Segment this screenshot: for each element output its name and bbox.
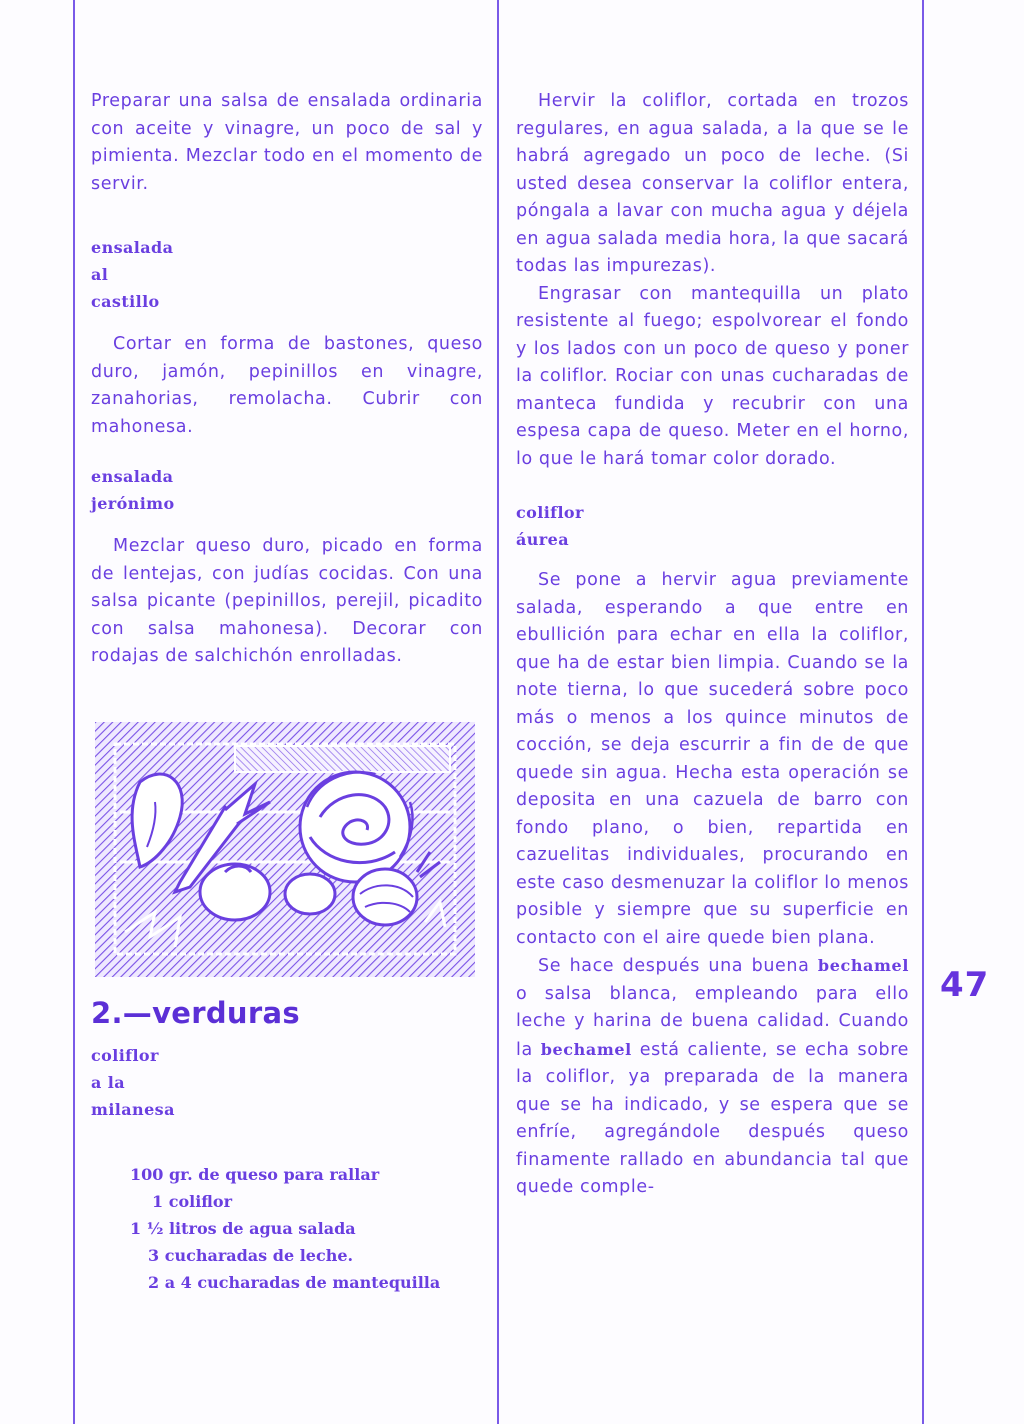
bechamel-term: bechamel [817, 956, 910, 975]
vegetables-illustration [95, 722, 475, 977]
ingredient-item: 100 gr. de queso para rallar [130, 1165, 380, 1184]
page-number: 47 [940, 965, 990, 1005]
vegetables-icon [95, 722, 475, 977]
recipe-heading-line: milanesa [91, 1099, 175, 1119]
recipe-heading-line: a la [91, 1072, 125, 1092]
right-margin-rule [922, 0, 924, 1424]
left-column [91, 88, 483, 671]
ingredients-list [130, 1161, 490, 1296]
ingredient-item: 3 cucharadas de leche. [148, 1246, 354, 1265]
ingredient-item: 1 ½ litros de agua salada [130, 1219, 356, 1238]
recipe-body: Mezclar queso duro, picado en forma de lentejas, con judías cocidas. Con una salsa picante (pepinillos, perejil, picadito con salsa mahonesa). Decorar con rodajas de salchichón enrolladas. [91, 536, 483, 666]
recipe-heading-line: ensalada [91, 467, 174, 486]
verduras-section [91, 996, 491, 1123]
ingredient-item: 2 a 4 cucharadas de mantequilla [148, 1273, 441, 1292]
recipe-body [516, 952, 909, 1202]
section-title: 2.—verduras [91, 996, 300, 1030]
recipe-body: Engrasar con mantequilla un plato resistente al fuego; espolvorear el fondo y los lados con un poco de queso y poner la coliflor. Rociar con unas cucharadas de manteca fundida y recubrir con una espesa capa de queso. Meter en el horno, lo que le hará tomar color dorado. [516, 283, 909, 469]
recipe-body: Se pone a hervir agua previamente salada, esperando a que entre en ebullición para echar en ella la coliflor, que ha de estar bien limpia. Cuando se la note tierna, lo que sucederá sobre poco más o menos a los quince minutos de cocción, se deja escurrir a fin de de que quede sin agua. Hecha esta operación se deposita en una cazuela de barro con fondo plano, o bien, repartida en cazuelitas individuales, procurando en este caso desmenuzar la coliflor lo menos posible y siempre que su superficie en contacto con el aire quede bien plana. [516, 570, 909, 948]
recipe-heading-line: ensalada [91, 238, 174, 257]
recipe-heading-line: coliflor [516, 503, 584, 522]
recipe-heading-line: coliflor [91, 1045, 159, 1065]
recipe-body: Cortar en forma de bastones, queso duro, jamón, pepinillos en vinagre, zanahorias, remolacha. Cubrir con mahonesa. [91, 334, 483, 437]
text-run: Se hace después una buena [538, 956, 810, 976]
ingredient-item: 1 coliflor [152, 1192, 233, 1211]
text-run: está caliente, se echa sobre la coliflor, ya preparada de la manera que se ha indicado, y se espera que se enfríe, agregándole después queso finamente rallado en abundancia tal que quede comple- [516, 1039, 909, 1197]
center-column-rule [497, 0, 499, 1424]
bechamel-term: bechamel [540, 1039, 632, 1059]
text-run: o salsa blanca, empleando para ello leche y harina de buena calidad. Cuando la [516, 983, 909, 1060]
recipe-heading-line: al [91, 265, 109, 284]
left-margin-rule [73, 0, 75, 1424]
recipe-heading-line: áurea [516, 530, 569, 549]
recipe-heading-line: castillo [91, 292, 160, 311]
recipe-heading-line: jerónimo [91, 494, 175, 513]
right-column [516, 88, 909, 1202]
recipe-body: Hervir la coliflor, cortada en trozos regulares, en agua salada, a la que se le habrá agregado un poco de leche. (Si usted desea conservar la coliflor entera, póngala a lavar con mucha agua y déjela en agua salada media hora, la que sacará todas las impurezas). [516, 91, 909, 276]
intro-paragraph: Preparar una salsa de ensalada ordinaria con aceite y vinagre, un poco de sal y pimienta. Mezclar todo en el momento de servir. [91, 91, 483, 194]
